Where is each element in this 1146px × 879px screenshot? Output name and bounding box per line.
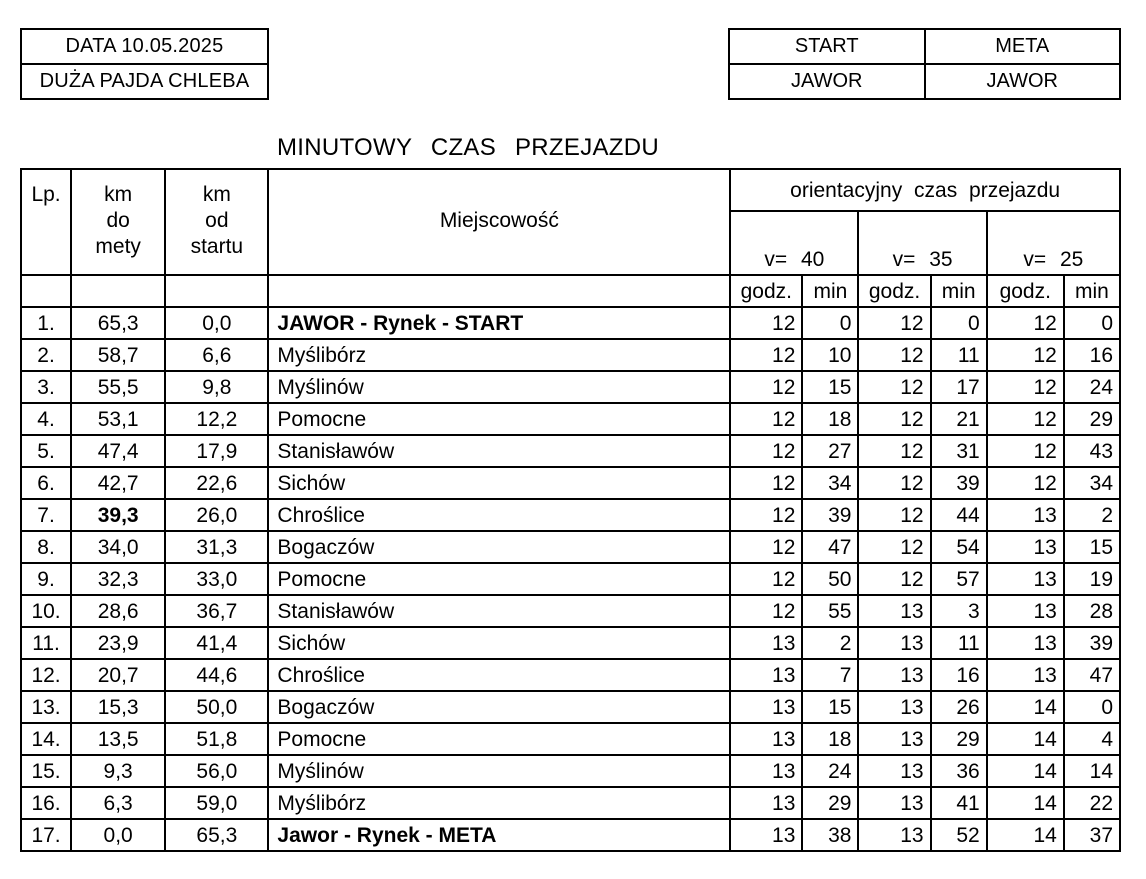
row-v25-hours: 14 <box>987 819 1064 851</box>
row-v40-minutes: 0 <box>802 307 858 339</box>
table-row <box>21 371 1120 403</box>
row-lp: 17. <box>21 819 71 851</box>
row-v25-hours: 13 <box>987 531 1064 563</box>
row-km-from-start: 44,6 <box>165 659 268 691</box>
row-lp: 8. <box>21 531 71 563</box>
row-place: Chroślice <box>268 499 730 531</box>
event-date: DATA 10.05.2025 <box>21 29 268 64</box>
row-v40-minutes: 55 <box>802 595 858 627</box>
unit-hours: godz. <box>730 275 802 307</box>
row-v40-minutes: 47 <box>802 531 858 563</box>
row-v40-minutes: 50 <box>802 563 858 595</box>
row-v25-hours: 13 <box>987 499 1064 531</box>
row-v25-minutes: 28 <box>1064 595 1120 627</box>
row-v35-minutes: 41 <box>931 787 987 819</box>
row-km-to-finish: 53,1 <box>71 403 165 435</box>
row-place: Jawor - Rynek - META <box>268 819 730 851</box>
header-orientation-time: orientacyjny czas przejazdu <box>730 169 1120 211</box>
row-place: Myślinów <box>268 371 730 403</box>
row-km-to-finish: 47,4 <box>71 435 165 467</box>
row-place: Stanisławów <box>268 435 730 467</box>
row-km-to-finish: 55,5 <box>71 371 165 403</box>
unit-empty <box>21 275 71 307</box>
row-v25-hours: 13 <box>987 563 1064 595</box>
row-v35-hours: 13 <box>858 723 930 755</box>
row-v25-minutes: 19 <box>1064 563 1120 595</box>
row-lp: 13. <box>21 691 71 723</box>
row-v40-hours: 13 <box>730 787 802 819</box>
row-v35-hours: 13 <box>858 755 930 787</box>
row-v25-minutes: 37 <box>1064 819 1120 851</box>
row-place: Chroślice <box>268 659 730 691</box>
start-finish-box <box>728 28 1121 100</box>
row-v40-hours: 13 <box>730 627 802 659</box>
event-name: DUŻA PAJDA CHLEBA <box>21 64 268 99</box>
row-v35-minutes: 11 <box>931 339 987 371</box>
header-lp: Lp. <box>21 169 71 275</box>
row-v40-minutes: 15 <box>802 691 858 723</box>
row-km-from-start: 65,3 <box>165 819 268 851</box>
header-km-to-finish-line: mety <box>95 235 141 258</box>
table-row <box>21 595 1120 627</box>
unit-empty <box>71 275 165 307</box>
row-v40-hours: 13 <box>730 819 802 851</box>
row-v40-hours: 13 <box>730 723 802 755</box>
row-v35-minutes: 52 <box>931 819 987 851</box>
row-v35-hours: 12 <box>858 467 930 499</box>
unit-minutes: min <box>1064 275 1120 307</box>
row-km-to-finish: 32,3 <box>71 563 165 595</box>
table-row <box>21 307 1120 339</box>
row-v40-minutes: 18 <box>802 403 858 435</box>
table-row <box>21 403 1120 435</box>
row-v35-hours: 13 <box>858 627 930 659</box>
row-v25-minutes: 0 <box>1064 307 1120 339</box>
row-v35-hours: 12 <box>858 563 930 595</box>
page-title: MINUTOWY CZAS PRZEJAZDU <box>277 134 660 161</box>
row-v25-hours: 12 <box>987 371 1064 403</box>
row-km-to-finish: 65,3 <box>71 307 165 339</box>
row-v40-hours: 12 <box>730 371 802 403</box>
row-lp: 10. <box>21 595 71 627</box>
row-km-from-start: 0,0 <box>165 307 268 339</box>
route-timetable <box>20 168 1121 852</box>
row-v25-minutes: 4 <box>1064 723 1120 755</box>
row-place: Bogaczów <box>268 531 730 563</box>
row-v25-hours: 12 <box>987 467 1064 499</box>
row-km-from-start: 41,4 <box>165 627 268 659</box>
table-row <box>21 659 1120 691</box>
row-v35-minutes: 21 <box>931 403 987 435</box>
row-v35-hours: 13 <box>858 595 930 627</box>
row-v35-hours: 12 <box>858 371 930 403</box>
table-row <box>21 627 1120 659</box>
row-km-from-start: 17,9 <box>165 435 268 467</box>
row-v40-hours: 12 <box>730 531 802 563</box>
start-place: JAWOR <box>729 64 925 99</box>
table-row <box>21 563 1120 595</box>
row-place: Myślinów <box>268 755 730 787</box>
row-km-to-finish: 6,3 <box>71 787 165 819</box>
row-lp: 4. <box>21 403 71 435</box>
row-place: Stanisławów <box>268 595 730 627</box>
header-km-from-start-line: startu <box>190 235 244 258</box>
table-row <box>21 435 1120 467</box>
row-v35-minutes: 57 <box>931 563 987 595</box>
row-v35-hours: 12 <box>858 403 930 435</box>
row-v25-hours: 13 <box>987 627 1064 659</box>
row-lp: 5. <box>21 435 71 467</box>
row-v40-hours: 12 <box>730 307 802 339</box>
row-v35-minutes: 16 <box>931 659 987 691</box>
unit-empty <box>165 275 268 307</box>
row-v40-hours: 12 <box>730 403 802 435</box>
row-v40-hours: 13 <box>730 691 802 723</box>
row-v40-hours: 12 <box>730 499 802 531</box>
unit-hours: godz. <box>987 275 1064 307</box>
row-km-from-start: 12,2 <box>165 403 268 435</box>
row-place: Sichów <box>268 627 730 659</box>
row-v35-hours: 12 <box>858 499 930 531</box>
table-row <box>21 723 1120 755</box>
row-v35-minutes: 0 <box>931 307 987 339</box>
row-v40-minutes: 18 <box>802 723 858 755</box>
row-v40-minutes: 7 <box>802 659 858 691</box>
unit-empty <box>268 275 730 307</box>
row-km-to-finish: 13,5 <box>71 723 165 755</box>
row-v25-minutes: 16 <box>1064 339 1120 371</box>
row-km-from-start: 51,8 <box>165 723 268 755</box>
row-v25-minutes: 29 <box>1064 403 1120 435</box>
row-v35-hours: 13 <box>858 691 930 723</box>
event-info-box <box>20 28 269 100</box>
row-km-from-start: 56,0 <box>165 755 268 787</box>
row-v35-hours: 12 <box>858 531 930 563</box>
row-km-from-start: 33,0 <box>165 563 268 595</box>
row-v40-minutes: 38 <box>802 819 858 851</box>
row-v25-hours: 13 <box>987 595 1064 627</box>
row-v25-minutes: 39 <box>1064 627 1120 659</box>
row-v25-hours: 14 <box>987 787 1064 819</box>
row-v25-minutes: 22 <box>1064 787 1120 819</box>
unit-minutes: min <box>802 275 858 307</box>
row-v35-minutes: 26 <box>931 691 987 723</box>
header-speed-35: v= 35 <box>858 211 986 275</box>
row-km-from-start: 59,0 <box>165 787 268 819</box>
row-place: Myślibórz <box>268 339 730 371</box>
row-v25-minutes: 14 <box>1064 755 1120 787</box>
row-km-to-finish: 58,7 <box>71 339 165 371</box>
table-row <box>21 531 1120 563</box>
row-km-to-finish: 34,0 <box>71 531 165 563</box>
row-v25-minutes: 43 <box>1064 435 1120 467</box>
row-place: Pomocne <box>268 563 730 595</box>
row-v25-minutes: 15 <box>1064 531 1120 563</box>
timetable-body <box>21 307 1120 851</box>
row-km-to-finish: 15,3 <box>71 691 165 723</box>
row-v40-minutes: 24 <box>802 755 858 787</box>
row-km-from-start: 50,0 <box>165 691 268 723</box>
row-place: Sichów <box>268 467 730 499</box>
row-v25-hours: 14 <box>987 691 1064 723</box>
table-row <box>21 467 1120 499</box>
row-v25-minutes: 34 <box>1064 467 1120 499</box>
row-v40-hours: 12 <box>730 339 802 371</box>
start-label: START <box>729 29 925 64</box>
table-row <box>21 819 1120 851</box>
row-v40-hours: 12 <box>730 467 802 499</box>
row-v35-minutes: 36 <box>931 755 987 787</box>
row-v35-hours: 12 <box>858 435 930 467</box>
table-row <box>21 339 1120 371</box>
row-km-to-finish: 42,7 <box>71 467 165 499</box>
header-km-from-start <box>165 169 268 275</box>
row-v40-minutes: 10 <box>802 339 858 371</box>
row-v35-hours: 13 <box>858 659 930 691</box>
row-km-to-finish: 39,3 <box>71 499 165 531</box>
header-km-to-finish-line: do <box>106 209 130 232</box>
row-v35-minutes: 31 <box>931 435 987 467</box>
row-lp: 7. <box>21 499 71 531</box>
table-row <box>21 691 1120 723</box>
row-v35-minutes: 54 <box>931 531 987 563</box>
row-km-from-start: 22,6 <box>165 467 268 499</box>
table-row <box>21 787 1120 819</box>
row-place: Bogaczów <box>268 691 730 723</box>
unit-minutes: min <box>931 275 987 307</box>
row-km-to-finish: 20,7 <box>71 659 165 691</box>
table-row <box>21 755 1120 787</box>
row-v25-hours: 12 <box>987 307 1064 339</box>
row-km-from-start: 6,6 <box>165 339 268 371</box>
row-v40-hours: 12 <box>730 435 802 467</box>
table-row <box>21 499 1120 531</box>
header-km-from-start-line: km <box>202 183 231 206</box>
row-km-to-finish: 9,3 <box>71 755 165 787</box>
row-lp: 6. <box>21 467 71 499</box>
row-v35-hours: 12 <box>858 339 930 371</box>
row-v40-minutes: 34 <box>802 467 858 499</box>
row-v35-minutes: 39 <box>931 467 987 499</box>
row-v25-minutes: 47 <box>1064 659 1120 691</box>
row-lp: 2. <box>21 339 71 371</box>
row-v40-minutes: 27 <box>802 435 858 467</box>
row-km-from-start: 36,7 <box>165 595 268 627</box>
row-v40-minutes: 29 <box>802 787 858 819</box>
row-lp: 14. <box>21 723 71 755</box>
header-place: Miejscowość <box>268 169 730 275</box>
unit-hours: godz. <box>858 275 930 307</box>
row-km-from-start: 31,3 <box>165 531 268 563</box>
row-v35-hours: 13 <box>858 819 930 851</box>
row-lp: 11. <box>21 627 71 659</box>
row-lp: 9. <box>21 563 71 595</box>
row-km-to-finish: 23,9 <box>71 627 165 659</box>
row-v35-hours: 12 <box>858 307 930 339</box>
header-km-to-finish-line: km <box>104 183 133 206</box>
row-lp: 12. <box>21 659 71 691</box>
row-v40-hours: 13 <box>730 755 802 787</box>
row-km-to-finish: 28,6 <box>71 595 165 627</box>
row-lp: 16. <box>21 787 71 819</box>
row-v25-hours: 12 <box>987 435 1064 467</box>
row-lp: 15. <box>21 755 71 787</box>
row-lp: 3. <box>21 371 71 403</box>
row-v25-hours: 13 <box>987 659 1064 691</box>
row-km-to-finish: 0,0 <box>71 819 165 851</box>
row-v40-hours: 12 <box>730 595 802 627</box>
row-v35-minutes: 44 <box>931 499 987 531</box>
row-km-from-start: 9,8 <box>165 371 268 403</box>
row-v35-minutes: 29 <box>931 723 987 755</box>
meta-label: META <box>925 29 1121 64</box>
row-v35-minutes: 11 <box>931 627 987 659</box>
row-place: JAWOR - Rynek - START <box>268 307 730 339</box>
row-v25-minutes: 2 <box>1064 499 1120 531</box>
meta-place: JAWOR <box>925 64 1121 99</box>
header-km-from-start-line: od <box>205 209 229 232</box>
row-place: Myślibórz <box>268 787 730 819</box>
row-v40-minutes: 15 <box>802 371 858 403</box>
row-v25-hours: 12 <box>987 339 1064 371</box>
row-v25-hours: 14 <box>987 723 1064 755</box>
row-place: Pomocne <box>268 723 730 755</box>
row-v25-minutes: 24 <box>1064 371 1120 403</box>
row-v40-hours: 13 <box>730 659 802 691</box>
header-speed-40: v= 40 <box>730 211 858 275</box>
row-v40-minutes: 39 <box>802 499 858 531</box>
row-v25-hours: 14 <box>987 755 1064 787</box>
row-v35-minutes: 3 <box>931 595 987 627</box>
header-speed-25: v= 25 <box>987 211 1120 275</box>
row-v40-minutes: 2 <box>802 627 858 659</box>
row-v25-hours: 12 <box>987 403 1064 435</box>
header-km-to-finish <box>71 169 165 275</box>
row-lp: 1. <box>21 307 71 339</box>
row-km-from-start: 26,0 <box>165 499 268 531</box>
row-v25-minutes: 0 <box>1064 691 1120 723</box>
row-place: Pomocne <box>268 403 730 435</box>
row-v40-hours: 12 <box>730 563 802 595</box>
row-v35-hours: 13 <box>858 787 930 819</box>
row-v35-minutes: 17 <box>931 371 987 403</box>
